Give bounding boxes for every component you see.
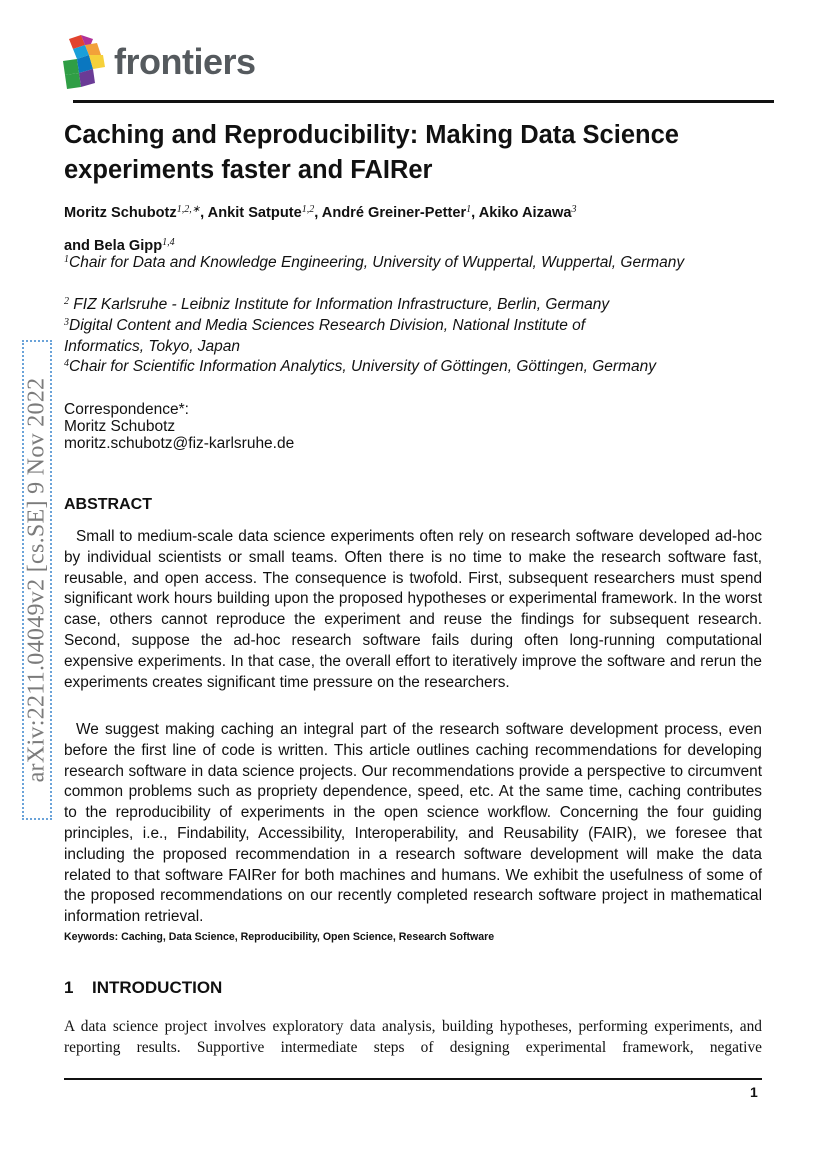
page-number: 1 (750, 1084, 758, 1100)
frontiers-logo-icon (63, 33, 111, 91)
affiliation-text: Digital Content and Media Sciences Research Division, National Institute of Informatics, Tokyo, Japan (64, 317, 586, 355)
correspondence-email[interactable]: moritz.schubotz@fiz-karlsruhe.de (64, 435, 295, 452)
author-affiliation-mark: 3 (571, 204, 577, 215)
frontiers-wordmark: frontiers (114, 41, 256, 82)
correspondence-block (64, 401, 294, 452)
affiliation-number: 1 (64, 254, 69, 265)
author-name: Ankit Satpute (207, 205, 302, 221)
affiliation-number: 3 (64, 317, 69, 328)
abstract-paragraph: Small to medium-scale data science experiments often rely on research software developed ad-hoc by individual scientists or small teams. Often there is no time to make the research software fast, reusable, and open access. The consequence is twofold. First, subsequent researchers must spend significant work hours building upon the proposed hypotheses or experimental framework. In the worst case, others cannot reproduce the experiment and reuse the findings for subsequent research. Second, suppose the ad-hoc research software fails during often long-running computational expensive experiments. In that case, the overall effort to iteratively improve the software and rerun the experiments creates significant time pressure on the researchers. (64, 528, 762, 691)
author-separator: , (471, 205, 479, 221)
author-affiliation-mark: 1,2,∗ (176, 204, 201, 215)
author-name: Moritz Schubotz (64, 205, 177, 221)
author-affiliation-mark: 1,2 (301, 204, 315, 215)
abstract-heading: ABSTRACT (64, 496, 152, 513)
intro-paragraph: A data science project involves exploratory data analysis, building hypotheses, performing experiments, and reporting results. Supportive intermediate steps of designing experimental framework, negative (64, 1018, 762, 1056)
author-name: André Greiner-Petter (321, 205, 467, 221)
correspondence-label: Correspondence*: (64, 401, 189, 418)
footer-rule (64, 1078, 762, 1080)
section-number: 1 (64, 978, 74, 997)
author-separator: , (314, 205, 322, 221)
affiliation-text: Chair for Data and Knowledge Engineering, University of Wuppertal, Wuppertal, Germany (69, 254, 685, 271)
author-name: Akiko Aizawa (478, 205, 572, 221)
affiliation-item (64, 312, 644, 357)
author-affiliation-mark: 1,4 (162, 237, 175, 248)
arxiv-identifier: arXiv:2211.04049v2 [cs.SE] 9 Nov 2022 (23, 377, 50, 783)
author-affiliation-mark: 1 (466, 204, 472, 215)
author-conjunction: and (64, 238, 94, 254)
abstract-paragraph: We suggest making caching an integral part of the research software development process, even before the first line of code is written. This article outlines caching recommendations for developing research software in data science projects. Our recommendations provide a perspective to circumvent common problems such as propriety dependence, speed, etc. At the same time, caching contributes to the reproducibility of experiments in the open science workflow. Concerning the four guiding principles, i.e., Findability, Accessibility, Interoperability, and Reusability (FAIR), we foresee that including the proposed recommendation in a research software development will make the data related to that software FAIRer for both machines and humans. We exhibit the usefulness of some of the proposed recommendations on our recently completed research software project in mathematical information retrieval. (64, 721, 762, 926)
author-separator: , (200, 205, 208, 221)
arxiv-stamp (22, 340, 52, 820)
section-title: INTRODUCTION (92, 978, 223, 997)
affiliation-number: 4 (64, 358, 69, 369)
author-name: Bela Gipp (94, 238, 163, 254)
affiliation-number: 2 (64, 296, 69, 307)
affiliation-item (64, 353, 664, 377)
affiliation-text: FIZ Karlsruhe - Leibniz Institute for Information Infrastructure, Berlin, Germany (69, 296, 610, 313)
affiliation-text: Chair for Scientific Information Analytics, University of Göttingen, Göttingen, Germany (69, 358, 656, 375)
keywords: Keywords: Caching, Data Science, Reproducibility, Open Science, Research Software (64, 931, 495, 943)
paper-title: Caching and Reproducibility: Making Data Science experiments faster and FAIRer (64, 121, 679, 184)
affiliation-item (64, 249, 754, 273)
correspondence-name: Moritz Schubotz (64, 418, 176, 435)
header-rule (73, 100, 774, 103)
